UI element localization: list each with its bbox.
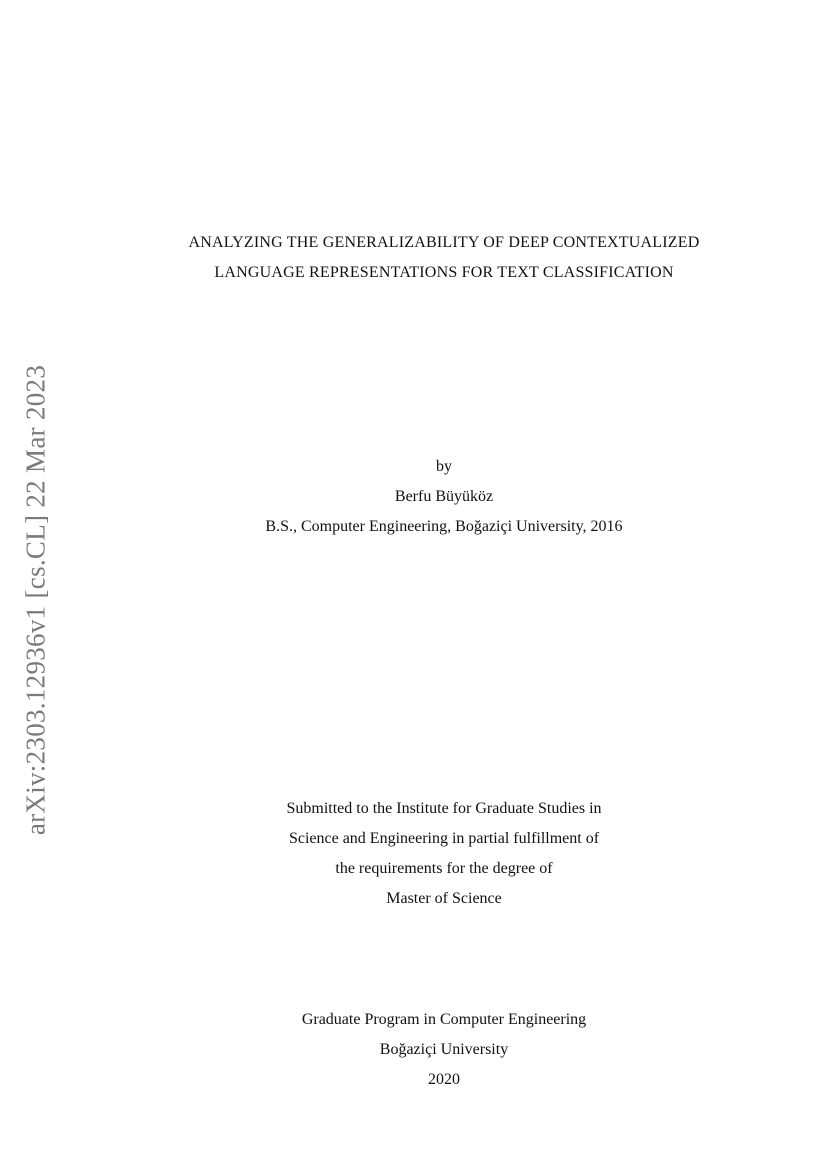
- submission-statement: [0, 794, 828, 914]
- title-line-2: LANGUAGE REPRESENTATIONS FOR TEXT CLASSIFICATION: [214, 264, 674, 281]
- institution-block: [0, 1005, 828, 1095]
- thesis-year: 2020: [428, 1071, 460, 1088]
- arxiv-identifier-stamp: arXiv:2303.12936v1 [cs.CL] 22 Mar 2023: [20, 364, 51, 836]
- author-prior-degree: B.S., Computer Engineering, Boğaziçi University, 2016: [265, 518, 623, 535]
- university-name: Boğaziçi University: [379, 1041, 509, 1058]
- submission-line-3: the requirements for the degree of: [335, 860, 553, 877]
- author-block: [0, 452, 828, 542]
- thesis-title: [0, 228, 828, 288]
- by-label: by: [436, 458, 452, 475]
- graduate-program: Graduate Program in Computer Engineering: [301, 1011, 587, 1028]
- submission-line-2: Science and Engineering in partial fulfillment of: [288, 830, 600, 847]
- degree-name: Master of Science: [386, 890, 502, 907]
- author-name: Berfu Büyüköz: [394, 488, 494, 505]
- submission-line-1: Submitted to the Institute for Graduate Studies in: [286, 800, 602, 817]
- title-line-1: ANALYZING THE GENERALIZABILITY OF DEEP CONTEXTUALIZED: [188, 234, 700, 251]
